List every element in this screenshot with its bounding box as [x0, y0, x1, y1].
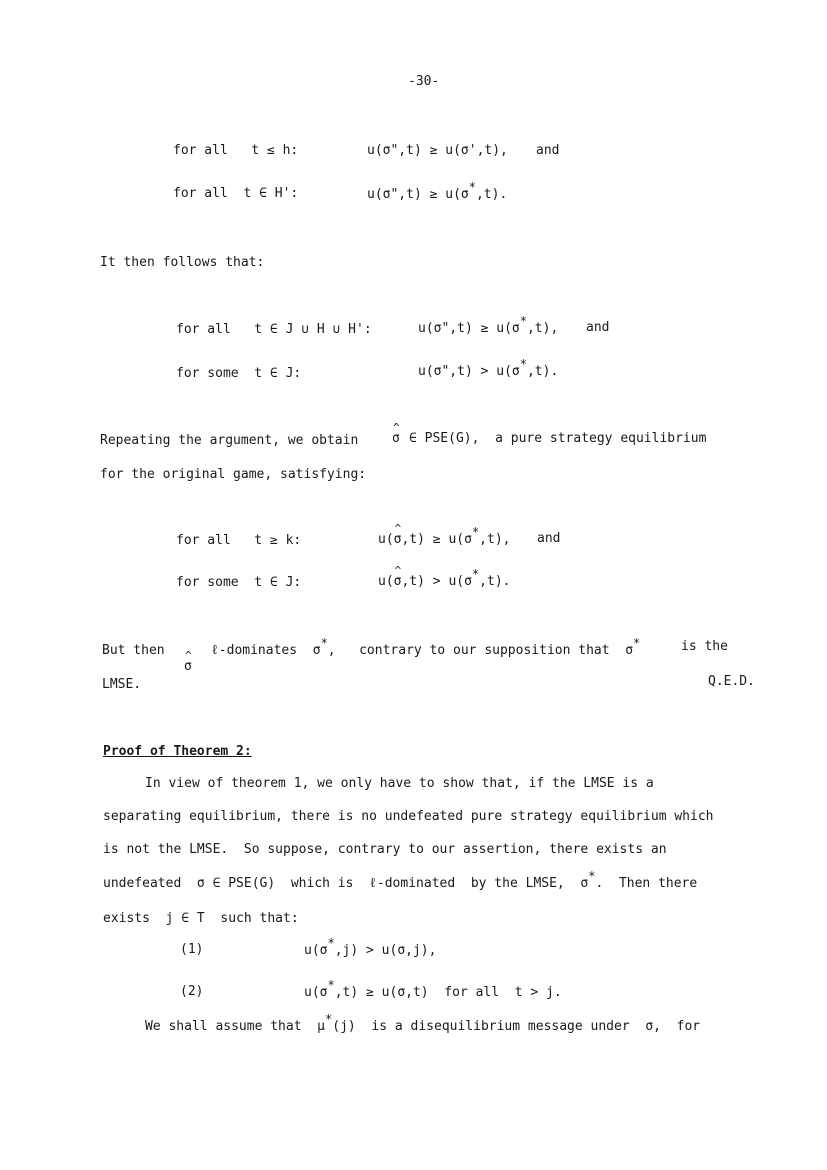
page-number: -30-: [408, 74, 440, 89]
line-7: for the original game, satisfying:: [100, 467, 367, 482]
section-heading: Proof of Theorem 2:: [103, 744, 252, 759]
line-6: Repeating the argument, we obtain ^ σ ∈ PSE(G), a pure strategy equilibrium: [0, 0, 827, 16]
line-10: But then ^ σ ℓ-dominates σ*, contrary to our supposition that σ* is the: [0, 16, 827, 32]
line-3: It then follows that:: [100, 255, 265, 270]
